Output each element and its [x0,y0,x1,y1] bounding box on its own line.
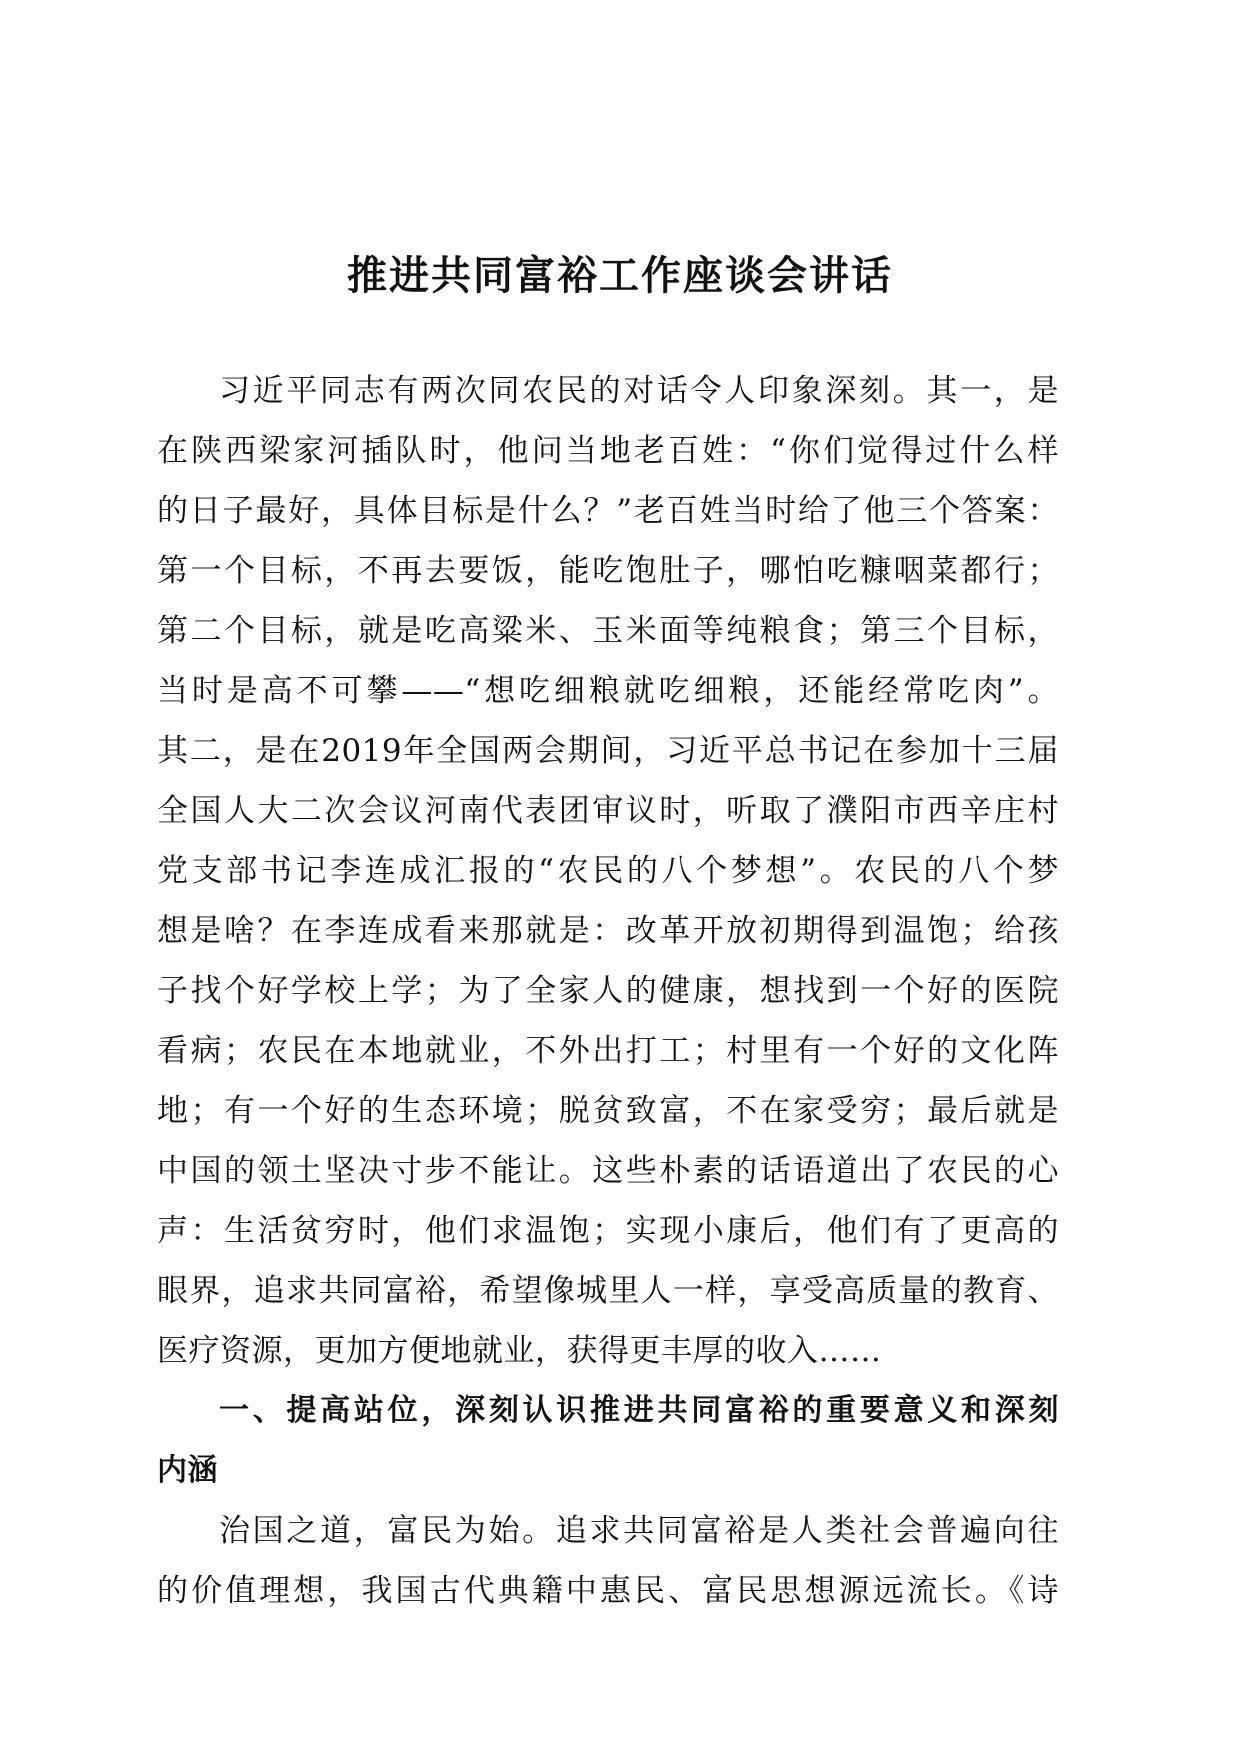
document-body [157,361,1059,1621]
paragraph-line: 中国的领土坚决寸步不能让。这些朴素的话语道出了农民的心 [157,1153,1059,1189]
section-heading-line: 内涵 [157,1453,218,1488]
paragraph-line: 的日子最好，具体目标是什么？”老百姓当时给了他三个答案： [157,493,1059,529]
paragraph-line: 党支部书记李连成汇报的“农民的八个梦想”。农民的八个梦 [157,853,1059,889]
paragraph-line: 的价值理想，我国古代典籍中惠民、富民思想源远流长。《诗 [157,1573,1059,1609]
paragraph-line: 习近平同志有两次同农民的对话令人印象深刻。其一，是 [219,373,1059,409]
paragraph-line: 在陕西梁家河插队时，他问当地老百姓：“你们觉得过什么样 [157,433,1059,469]
paragraph-line: 当时是高不可攀——“想吃细粮就吃细粮，还能经常吃肉”。 [157,673,1059,709]
paragraph-line: 地；有一个好的生态环境；脱贫致富，不在家受穷；最后就是 [157,1093,1059,1129]
paragraph-line: 治国之道，富民为始。追求共同富裕是人类社会普遍向往 [219,1513,1059,1549]
paragraph-line: 第二个目标，就是吃高粱米、玉米面等纯粮食；第三个目标， [157,613,1059,649]
document-title: 推进共同富裕工作座谈会讲话 [347,253,893,299]
paragraph-line: 第一个目标，不再去要饭，能吃饱肚子，哪怕吃糠咽菜都行； [157,553,1059,589]
paragraph-line: 看病；农民在本地就业，不外出打工；村里有一个好的文化阵 [157,1033,1059,1069]
paragraph-line: 眼界，追求共同富裕，希望像城里人一样，享受高质量的教育、 [157,1273,1059,1309]
paragraph-line: 医疗资源，更加方便地就业，获得更丰厚的收入…… [157,1333,882,1369]
paragraph-line: 全国人大二次会议河南代表团审议时，听取了濮阳市西辛庄村 [157,793,1059,829]
section-heading-line: 一、提高站位，深刻认识推进共同富裕的重要意义和深刻 [219,1393,1059,1428]
paragraph-line: 子找个好学校上学；为了全家人的健康，想找到一个好的医院 [157,973,1059,1009]
paragraph-line: 声：生活贫穷时，他们求温饱；实现小康后，他们有了更高的 [157,1213,1059,1249]
paragraph-line: 想是啥？在李连成看来那就是：改革开放初期得到温饱；给孩 [157,913,1059,949]
paragraph-line: 其二，是在2019年全国两会期间，习近平总书记在参加十三届 [157,733,1059,769]
